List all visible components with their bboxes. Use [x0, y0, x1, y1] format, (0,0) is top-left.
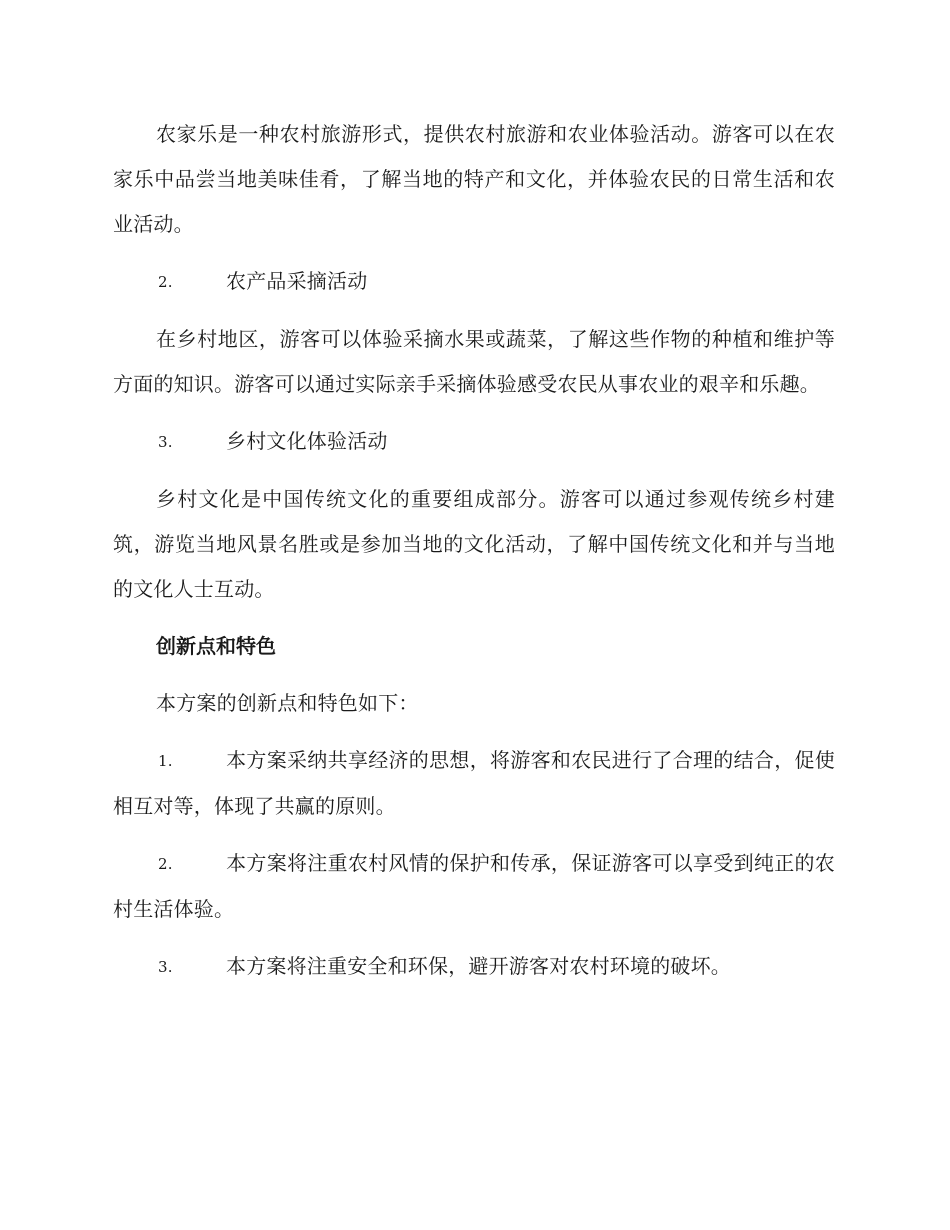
activity-item: [113, 419, 835, 465]
activity-item: [113, 259, 835, 305]
activity-description: 乡村文化是中国传统文化的重要组成部分。游客可以通过参观传统乡村建筑，游览当地风景名胜或是参加当地的文化活动，了解中国传统文化和并与当地的文化人士互动。: [113, 487, 835, 601]
innovation-point: [113, 944, 835, 990]
list-number: 3.: [158, 433, 173, 451]
section-intro: 本方案的创新点和特色如下：: [156, 691, 419, 715]
innovation-point: [113, 738, 835, 829]
list-number: 2.: [158, 273, 173, 291]
section-heading: 创新点和特色: [156, 634, 276, 658]
point-text: 本方案将注重农村风情的保护和传承，保证游客可以享受到纯正的农村生活体验。: [113, 851, 835, 921]
list-number: 2.: [158, 855, 173, 873]
innovation-point: [113, 841, 835, 932]
activity-title: 乡村文化体验活动: [226, 429, 388, 453]
list-number: 3.: [158, 958, 173, 976]
list-number: 1.: [158, 752, 173, 770]
activity-title: 农产品采摘活动: [226, 269, 368, 293]
point-text: 本方案将注重安全和环保，避开游客对农村环境的破坏。: [226, 954, 731, 978]
document-body: [113, 112, 835, 1002]
point-text: 本方案采纳共享经济的思想，将游客和农民进行了合理的结合，促使相互对等，体现了共赢的原则。: [113, 748, 835, 818]
intro-paragraph: 农家乐是一种农村旅游形式，提供农村旅游和农业体验活动。游客可以在农家乐中品尝当地美味佳肴，了解当地的特产和文化，并体验农民的日常生活和农业活动。: [113, 122, 835, 236]
activity-description: 在乡村地区，游客可以体验采摘水果或蔬菜，了解这些作物的种植和维护等方面的知识。游客可以通过实际亲手采摘体验感受农民从事农业的艰辛和乐趣。: [113, 327, 835, 396]
